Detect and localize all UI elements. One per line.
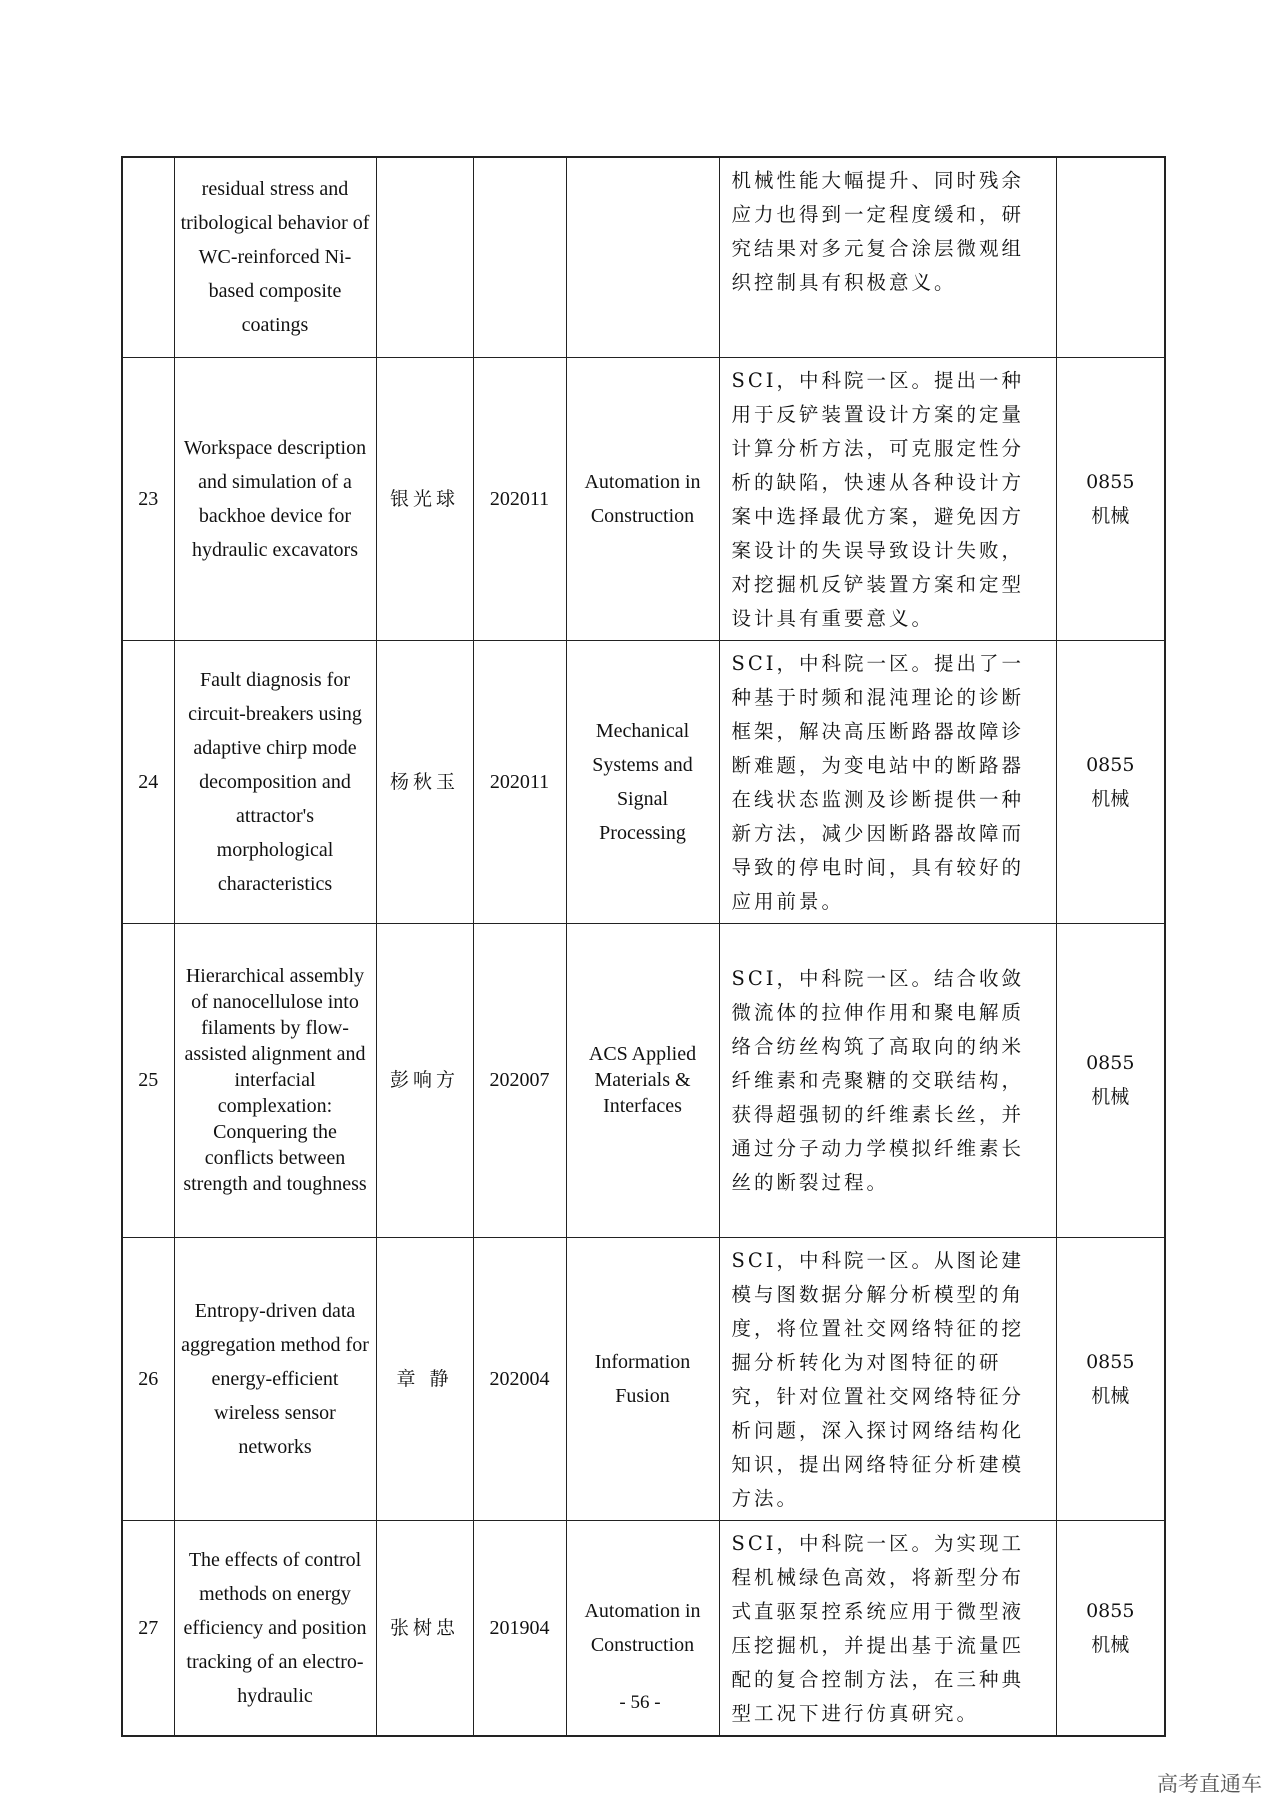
- paper-title: The effects of control methods on energy efficiency and position tracking of an electro-hydraulic: [174, 1520, 376, 1736]
- discipline-category: [1056, 1237, 1165, 1520]
- journal-name: Information Fusion: [566, 1237, 719, 1520]
- table-row: [122, 923, 1165, 1237]
- author-name: 杨秋玉: [376, 640, 473, 923]
- journal-name: Automation in Construction: [566, 357, 719, 640]
- row-number: 26: [122, 1237, 174, 1520]
- discipline-category: [1056, 157, 1165, 357]
- journal-name: [566, 157, 719, 357]
- paper-description: SCI，中科院一区。为实现工程机械绿色高效，将新型分布式直驱泵控系统应用于微型液压挖掘机，并提出基于流量匹配的复合控制方法，在三种典型工况下进行仿真研究。: [719, 1520, 1056, 1736]
- discipline-code: 0855: [1086, 1052, 1135, 1074]
- page-number: - 56 -: [619, 1692, 661, 1713]
- journal-name: ACS Applied Materials & Interfaces: [566, 923, 719, 1237]
- table-body: [122, 157, 1165, 1736]
- discipline-code: 0855: [1086, 1350, 1135, 1373]
- journal-name: Mechanical Systems and Signal Processing: [566, 640, 719, 923]
- author-name: 张树忠: [376, 1520, 473, 1736]
- author-name: 银光球: [376, 357, 473, 640]
- paper-title: Fault diagnosis for circuit-breakers using adaptive chirp mode decomposition and attractor's morphological characteristics: [174, 640, 376, 923]
- publish-date: 202007: [473, 923, 566, 1237]
- papers-table: [121, 156, 1166, 1737]
- row-number: [122, 157, 174, 357]
- author-name: 章 静: [376, 1237, 473, 1520]
- table-row: [122, 357, 1165, 640]
- row-number: 23: [122, 357, 174, 640]
- table-row: [122, 1237, 1165, 1520]
- paper-description: SCI，中科院一区。结合收敛微流体的拉伸作用和聚电解质络合纺丝构筑了高取向的纳米纤维素和壳聚糖的交联结构，获得超强韧的纤维素长丝，并通过分子动力学模拟纤维素长丝的断裂过程。: [719, 923, 1056, 1237]
- publish-date: 202004: [473, 1237, 566, 1520]
- table-row: [122, 157, 1165, 357]
- publish-date: 202011: [473, 357, 566, 640]
- discipline-name: 机械: [1091, 1633, 1130, 1656]
- paper-description: SCI，中科院一区。提出一种用于反铲装置设计方案的定量计算分析方法，可克服定性分析的缺陷，快速从各种设计方案中选择最优方案，避免因方案设计的失误导致设计失败，对挖掘机反铲装置方案和定型设计具有重要意义。: [719, 357, 1056, 640]
- row-number: 25: [122, 923, 174, 1237]
- discipline-category: [1056, 640, 1165, 923]
- paper-description: SCI，中科院一区。提出了一种基于时频和混沌理论的诊断框架，解决高压断路器故障诊断难题，为变电站中的断路器在线状态监测及诊断提供一种新方法，减少因断路器故障而导致的停电时间，具有较好的应用前景。: [719, 640, 1056, 923]
- watermark: 高考直通车: [1157, 1772, 1262, 1796]
- paper-title: residual stress and tribological behavior of WC-reinforced Ni-based composite coatings: [174, 157, 376, 357]
- discipline-category: [1056, 357, 1165, 640]
- row-number: 27: [122, 1520, 174, 1736]
- author-name: 彭响方: [376, 923, 473, 1237]
- discipline-name: 机械: [1091, 504, 1130, 527]
- paper-title: Hierarchical assembly of nanocellulose into filaments by flow-assisted alignment and interfacial complexation: Conquering the conflicts between strength and toughness: [174, 923, 376, 1237]
- discipline-name: 机械: [1091, 1384, 1130, 1407]
- discipline-name: 机械: [1091, 787, 1130, 810]
- publish-date: 201904: [473, 1520, 566, 1736]
- author-name: [376, 157, 473, 357]
- discipline-code: 0855: [1086, 753, 1135, 776]
- paper-title: Entropy-driven data aggregation method for energy-efficient wireless sensor networks: [174, 1237, 376, 1520]
- journal-name: Automation in Construction: [566, 1520, 719, 1736]
- table-row: [122, 640, 1165, 923]
- publish-date: [473, 157, 566, 357]
- paper-description: SCI，中科院一区。从图论建模与图数据分解分析模型的角度，将位置社交网络特征的挖掘分析转化为对图特征的研究，针对位置社交网络特征分析问题，深入探讨网络结构化知识，提出网络特征分析建模方法。: [719, 1237, 1056, 1520]
- discipline-code: 0855: [1086, 1599, 1135, 1622]
- discipline-name: 机械: [1091, 1086, 1130, 1108]
- paper-description: 机械性能大幅提升、同时残余应力也得到一定程度缓和，研究结果对多元复合涂层微观组织控制具有积极意义。: [719, 157, 1056, 357]
- discipline-category: [1056, 923, 1165, 1237]
- paper-title: Workspace description and simulation of a backhoe device for hydraulic excavators: [174, 357, 376, 640]
- publish-date: 202011: [473, 640, 566, 923]
- row-number: 24: [122, 640, 174, 923]
- discipline-code: 0855: [1086, 470, 1135, 493]
